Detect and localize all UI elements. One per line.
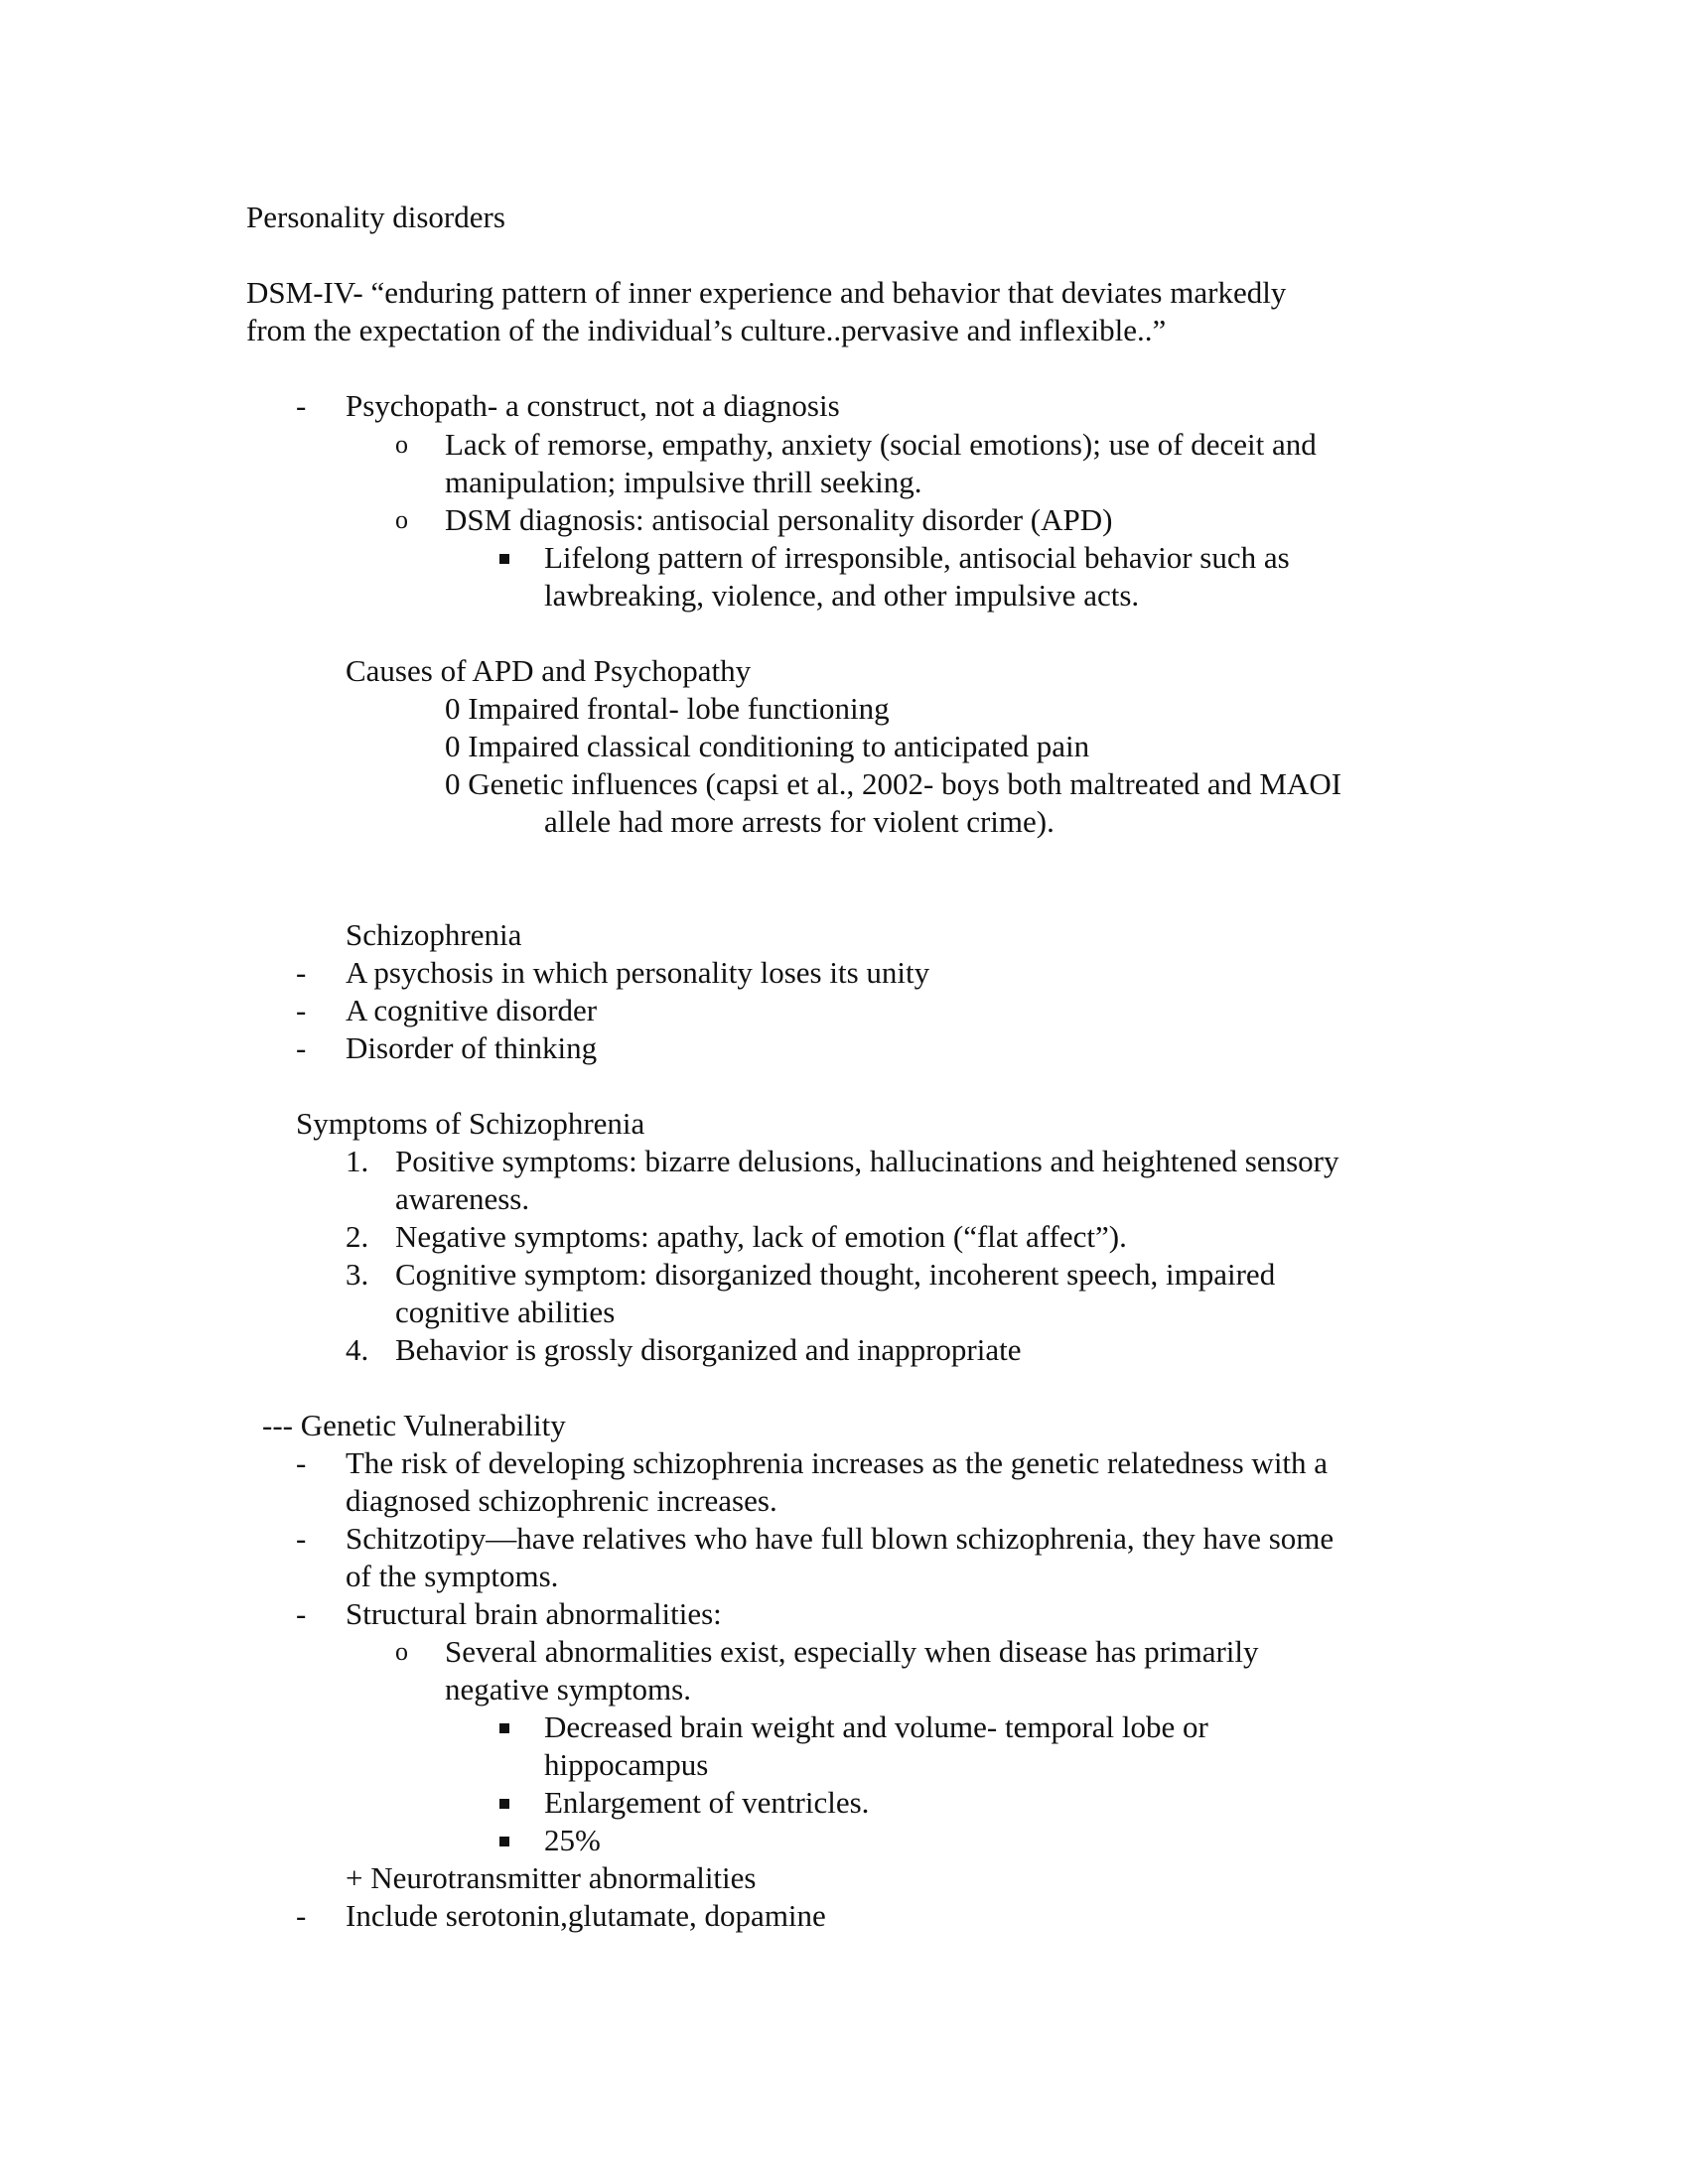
circle-bullet: o — [395, 1637, 408, 1666]
genetic-heading: --- Genetic Vulnerability — [262, 1408, 566, 1442]
dash-bullet: - — [296, 993, 307, 1027]
genetic-item-3: Structural brain abnormalities: — [346, 1596, 722, 1631]
symptom-3-line-1: Cognitive symptom: disorganized thought, incoherent speech, impaired — [395, 1257, 1276, 1292]
genetic-item-2-line-1: Schitzotipy—have relatives who have full blown schizophrenia, they have some — [346, 1521, 1335, 1556]
genetic-detail-1-line-1: Decreased brain weight and volume- temporal lobe or — [544, 1709, 1208, 1744]
psychopath-heading: Psychopath- a construct, not a diagnosis — [346, 388, 840, 423]
genetic-item-2-line-2: of the symptoms. — [346, 1559, 559, 1593]
genetic-sub-line-1: Several abnormalities exist, especially when disease has primarily — [445, 1634, 1259, 1669]
schizophrenia-item-1: A psychosis in which personality loses its unity — [346, 955, 930, 990]
psychopath-sub2-line-1: DSM diagnosis: antisocial personality disorder (APD) — [445, 502, 1113, 537]
genetic-item-1-line-1: The risk of developing schizophrenia increases as the genetic relatedness with a — [346, 1445, 1329, 1480]
circle-bullet: o — [395, 430, 408, 459]
genetic-detail-1-line-2: hippocampus — [544, 1747, 709, 1782]
symptom-4-line-1: Behavior is grossly disorganized and inappropriate — [395, 1332, 1022, 1367]
list-number: 4. — [346, 1332, 369, 1367]
schizophrenia-item-2: A cognitive disorder — [346, 993, 598, 1027]
dash-bullet: - — [296, 1898, 307, 1933]
definition-line-2: from the expectation of the individual’s culture..pervasive and inflexible..” — [246, 313, 1167, 347]
schizophrenia-heading: Schizophrenia — [346, 917, 522, 952]
genetic-detail-3: 25% — [544, 1823, 601, 1857]
genetic-sub-line-2: negative symptoms. — [445, 1672, 691, 1706]
list-number: 2. — [346, 1219, 369, 1254]
symptom-1-line-1: Positive symptoms: bizarre delusions, hallucinations and heightened sensory — [395, 1144, 1339, 1178]
causes-heading: Causes of APD and Psychopathy — [346, 653, 752, 688]
dash-bullet: - — [296, 1030, 307, 1065]
dash-bullet: - — [296, 955, 307, 990]
square-bullet-icon — [499, 1723, 509, 1733]
causes-item-1: 0 Impaired frontal- lobe functioning — [445, 691, 890, 726]
dash-bullet: - — [296, 1521, 307, 1556]
dash-bullet: - — [296, 1445, 307, 1480]
list-number: 1. — [346, 1144, 369, 1178]
neuro-heading: + Neurotransmitter abnormalities — [346, 1860, 757, 1895]
symptom-1-line-2: awareness. — [395, 1181, 530, 1216]
genetic-detail-2: Enlargement of ventricles. — [544, 1785, 870, 1820]
page-title: Personality disorders — [246, 200, 505, 234]
psychopath-sub1-line-2: manipulation; impulsive thrill seeking. — [445, 465, 922, 499]
list-number: 3. — [346, 1257, 369, 1292]
causes-item-3: 0 Genetic influences (capsi et al., 2002- boys both maltreated and MAOI — [445, 766, 1342, 801]
dash-bullet: - — [296, 1596, 307, 1631]
square-bullet-icon — [499, 1799, 509, 1809]
schizophrenia-item-3: Disorder of thinking — [346, 1030, 598, 1065]
psychopath-detail-line-1: Lifelong pattern of irresponsible, antisocial behavior such as — [544, 540, 1290, 575]
symptoms-heading: Symptoms of Schizophrenia — [296, 1106, 645, 1141]
genetic-item-1-line-2: diagnosed schizophrenic increases. — [346, 1483, 777, 1518]
definition-line-1: DSM-IV- “enduring pattern of inner experience and behavior that deviates markedly — [246, 275, 1287, 310]
causes-item-2: 0 Impaired classical conditioning to anticipated pain — [445, 729, 1090, 763]
psychopath-sub1-line-1: Lack of remorse, empathy, anxiety (social emotions); use of deceit and — [445, 427, 1317, 462]
square-bullet-icon — [499, 554, 509, 564]
psychopath-detail-line-2: lawbreaking, violence, and other impulsive acts. — [544, 578, 1140, 613]
causes-item-3-cont: allele had more arrests for violent crime). — [544, 804, 1055, 839]
symptom-3-line-2: cognitive abilities — [395, 1295, 616, 1329]
symptom-2-line-1: Negative symptoms: apathy, lack of emotion (“flat affect”). — [395, 1219, 1127, 1254]
neuro-item: Include serotonin,glutamate, dopamine — [346, 1898, 826, 1933]
dash-bullet: - — [296, 388, 307, 423]
circle-bullet: o — [395, 505, 408, 534]
square-bullet-icon — [499, 1837, 509, 1846]
